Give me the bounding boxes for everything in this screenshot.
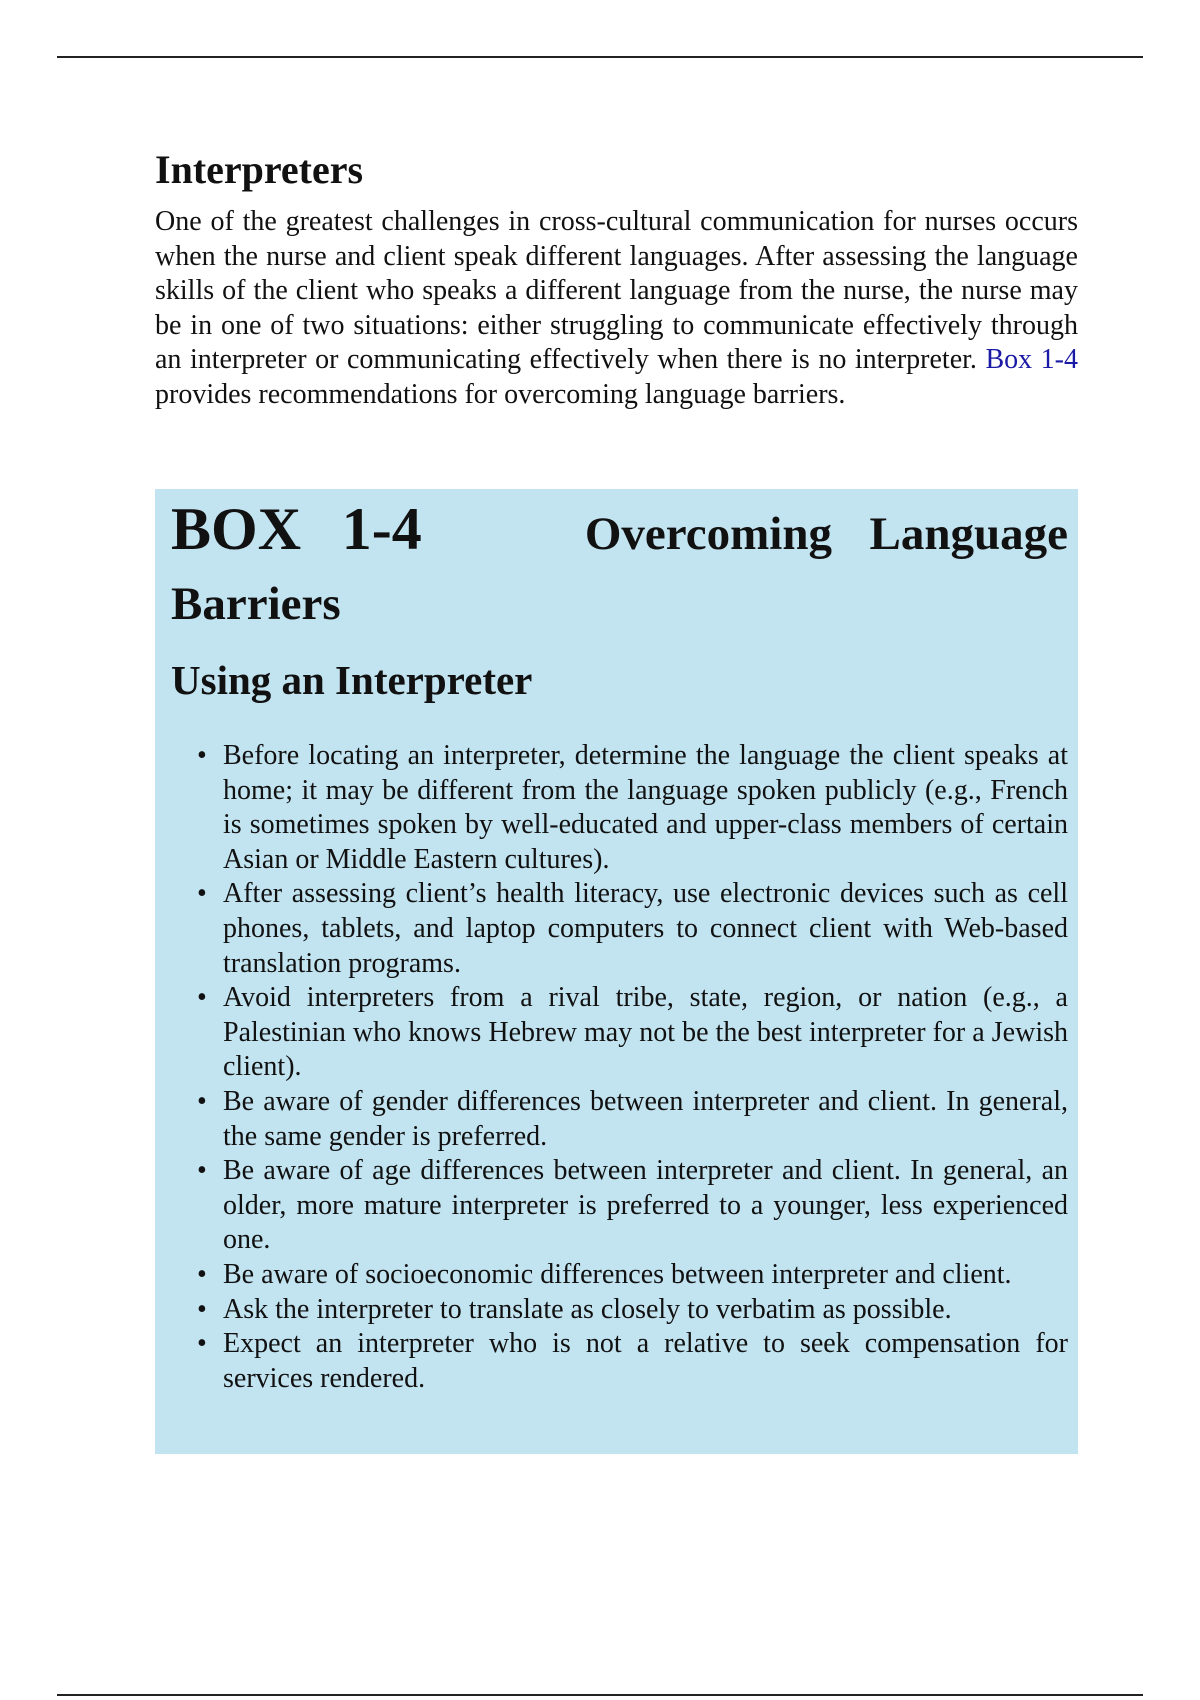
list-item-text: Be aware of socioeconomic differences between interpreter and client. [223,1258,1012,1290]
bullet-icon: • [197,1328,207,1360]
bullet-icon: • [197,1085,207,1117]
bullet-icon: • [197,1155,207,1187]
box-reference-link[interactable]: Box 1-4 [985,344,1078,376]
list-item [197,1154,1068,1258]
top-rule [57,56,1143,58]
list-item-text: Expect an interpreter who is not a relative to seek compensation for services rendered. [223,1328,1068,1394]
bullet-icon: • [197,1258,207,1290]
section-paragraph [155,205,1078,413]
box-heading: Overcoming Language Barriers [171,508,1069,630]
list-item-text: Avoid interpreters from a rival tribe, state, region, or nation (e.g., a Palestinian who knows Hebrew may not be the best interpreter for a Jewish client). [223,982,1068,1083]
list-item [197,739,1068,877]
paragraph-text-before: One of the greatest challenges in cross-cultural communication for nurses occurs when the nurse and client speak different languages. After assessing the language skills of the client who speaks a different language from the nurse, the nurse may be in one of two situations: either struggling to communicate effectively through an interpreter or communicating effectively when there is no interpreter. [155,206,1078,376]
list-item [197,981,1068,1085]
bullet-icon: • [197,982,207,1014]
paragraph-text-after: provides recommendations for overcoming language barriers. [155,378,846,410]
recommendation-list [171,739,1068,1396]
list-item [197,1258,1068,1293]
box-subtitle: Using an Interpreter [171,657,533,703]
box-title [171,497,1068,637]
list-item [197,877,1068,981]
section-content [155,145,1078,413]
bottom-rule [57,1694,1143,1696]
list-item-text: Ask the interpreter to translate as closely to verbatim as possible. [223,1293,952,1325]
list-item [197,1293,1068,1328]
bullet-icon: • [197,740,207,771]
list-item [197,1327,1068,1396]
list-item-text: Be aware of age differences between interpreter and client. In general, an older, more mature interpreter is preferred to a younger, less experienced one. [223,1155,1068,1256]
bullet-icon: • [197,1293,207,1325]
list-item-text: Be aware of gender differences between interpreter and client. In general, the same gender is preferred. [223,1085,1068,1152]
section-title: Interpreters [155,147,364,192]
list-item [197,1085,1068,1154]
list-item-text: Before locating an interpreter, determine the language the client speaks at home; it may be different from the language spoken publicly (e.g., French is sometimes spoken by well-educated and upper-class members of certain Asian or Middle Eastern cultures). [223,740,1068,875]
list-item-text: After assessing client’s health literacy, use electronic devices such as cell phones, tablets, and laptop computers to connect client with Web-based translation programs. [223,878,1068,979]
box-overcoming-language-barriers [155,489,1078,1454]
box-label: BOX 1-4 [171,496,422,562]
bullet-icon: • [197,878,207,910]
